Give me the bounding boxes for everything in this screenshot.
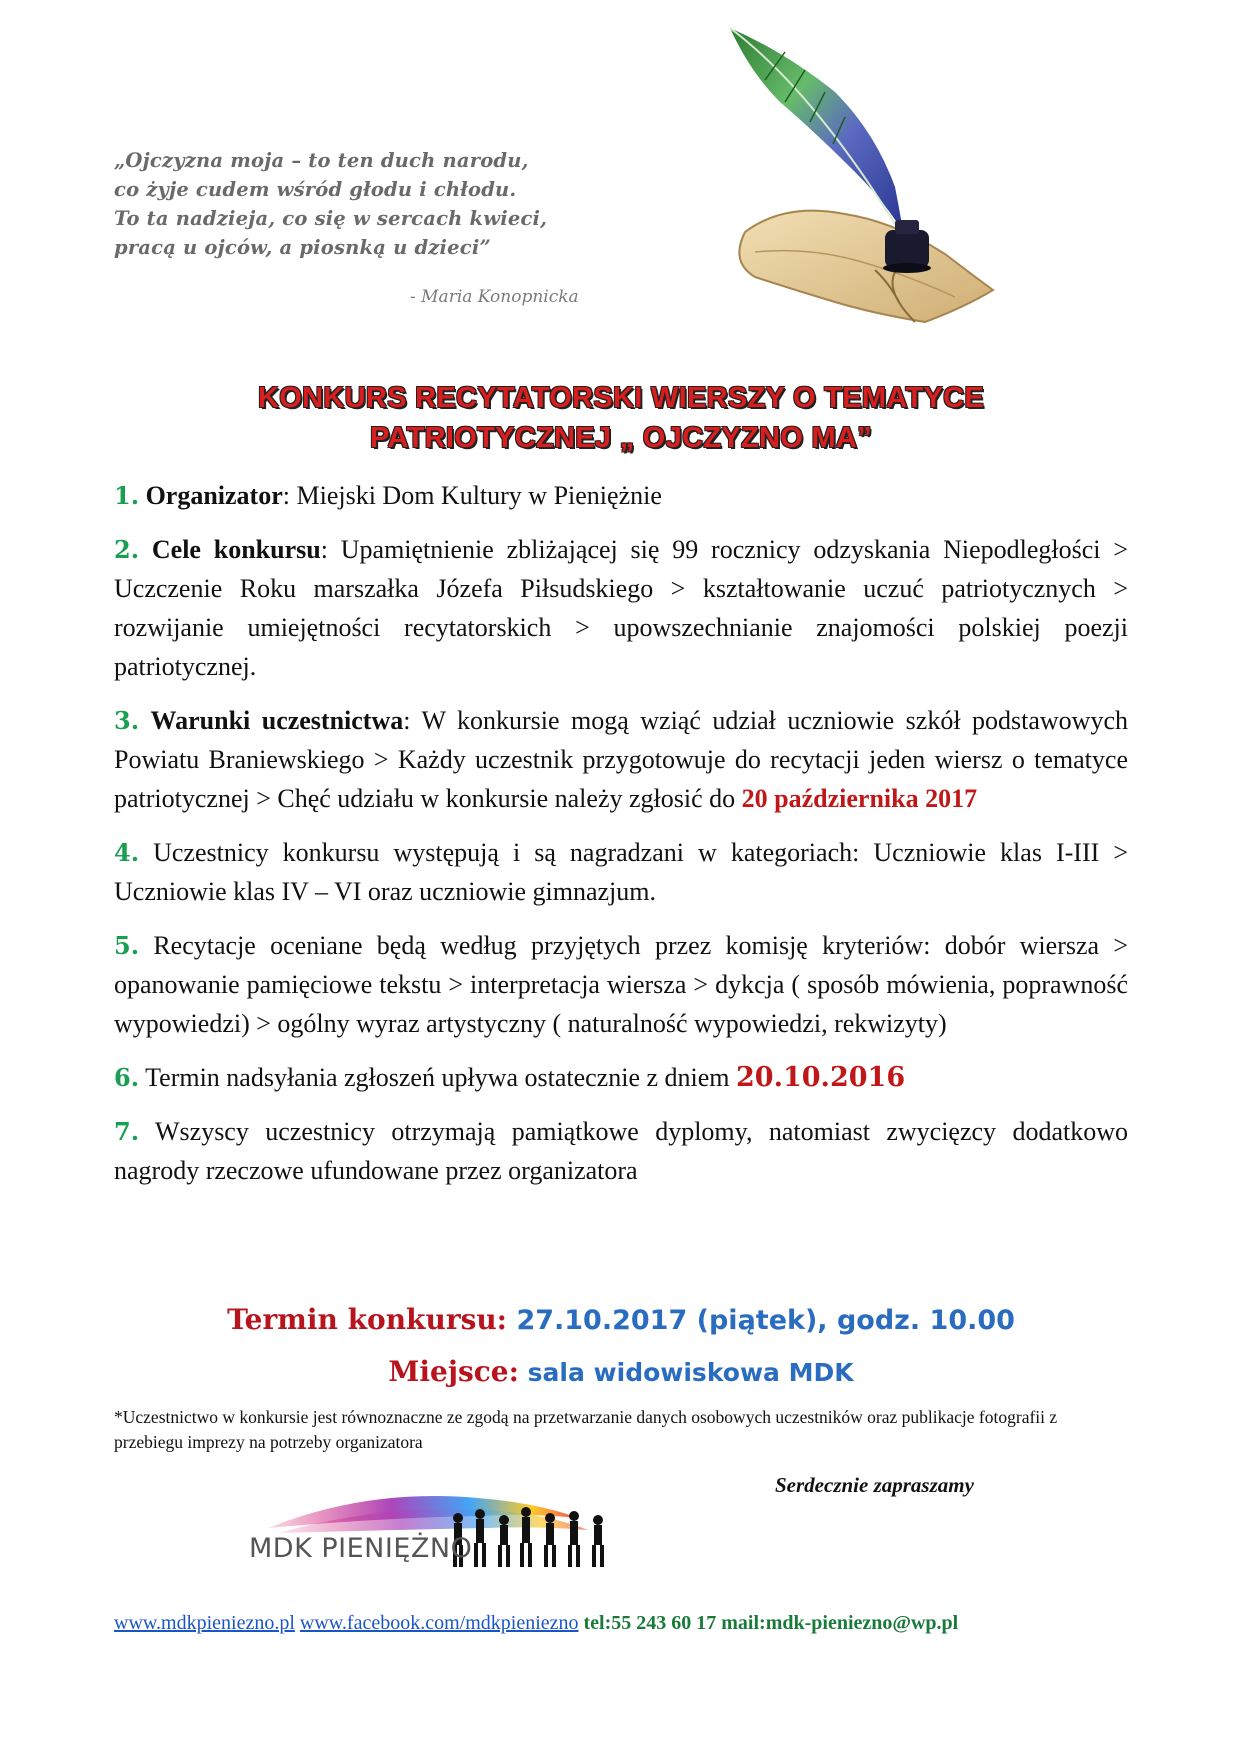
consent-note: *Uczestnictwo w konkursie jest równoznaczne ze zgodą na przetwarzanie danych osobowych uczestników oraz publikacje fotografii z przebiegu imprezy na potrzeby organizatora	[114, 1407, 1058, 1452]
invitation-text: Serdecznie zapraszamy	[775, 1473, 974, 1497]
title-line-1: KONKURS RECYTATORSKI WIERSZY O TEMATYCE	[258, 382, 984, 414]
registration-deadline: 20 października 2017	[741, 784, 978, 813]
rule-text: : Miejski Dom Kultury w Pieniężnie	[282, 481, 662, 510]
rule-3	[114, 701, 1128, 818]
poem-quote	[114, 146, 634, 262]
rule-text: Termin nadsyłania zgłoszeń upływa ostatecznie z dniem	[139, 1063, 737, 1092]
rule-text: Wszyscy uczestnicy otrzymają pamiątkowe dyplomy, natomiast zwycięzcy dodatkowo nagrody rzeczowe ufundowane przez organizatora	[114, 1117, 1128, 1185]
contest-place	[114, 1352, 1128, 1393]
mdk-logo-text: MDK PIENIĘŻNO	[249, 1533, 473, 1564]
term-value: 27.10.2017 (piątek), godz. 10.00	[516, 1305, 1015, 1336]
rule-5	[114, 926, 1128, 1043]
footer-contacts	[114, 1612, 1128, 1635]
rule-7	[114, 1112, 1128, 1190]
rule-text: : Upamiętnienie zbliżającej się 99 rocznicy odzyskania Niepodległości > Uczczenie Roku marszałka Józefa Piłsudskiego > kształtowanie uczuć patriotycznych > rozwijanie umiejętności recytatorskich > upowszechnianie znajomości polskiej poezji patriotycznej.	[114, 535, 1128, 681]
rule-text: : W konkursie mogą wziąć udział uczniowie szkół podstawowych Powiatu Braniewskiego > Każdy uczestnik przygotowuje do recytacji jeden wiersz o tematyce patriotycznej > Chęć udziału w konkursie należy zgłosić do	[114, 706, 1129, 813]
rule-6	[114, 1058, 1128, 1097]
quill-scroll-illustration	[725, 22, 1015, 342]
rule-number: 7.	[114, 1117, 140, 1146]
rule-1	[114, 476, 1128, 515]
rule-number: 4.	[114, 838, 140, 867]
quote-line-4: pracą u ojców, a piosnką u dzieci”	[114, 236, 491, 259]
rule-label: Cele konkursu	[151, 535, 321, 564]
rule-number: 6.	[114, 1063, 140, 1092]
rule-label: Organizator	[145, 481, 283, 510]
rule-2	[114, 530, 1128, 686]
contest-title	[114, 378, 1128, 458]
facebook-link[interactable]: www.facebook.com/mdkpieniezno	[299, 1612, 579, 1634]
rule-number: 1.	[114, 481, 140, 510]
term-label: Termin konkursu:	[227, 1303, 508, 1336]
place-label: Miejsce:	[388, 1355, 519, 1388]
rule-label: Warunki uczestnictwa	[150, 706, 404, 735]
rule-number: 5.	[114, 931, 140, 960]
rule-text: Uczestnicy konkursu występują i są nagradzani w kategoriach: Uczniowie klas I-III > Uczniowie klas IV – VI oraz uczniowie gimnazjum.	[114, 838, 1128, 906]
rule-number: 3.	[114, 706, 140, 735]
rule-4	[114, 833, 1128, 911]
submission-deadline-date: 20.10.2016	[736, 1062, 906, 1093]
contest-date	[114, 1300, 1128, 1341]
title-line-2: PATRIOTYCZNEJ „ OJCZYZNO MA”	[370, 422, 872, 454]
rule-text: Recytacje oceniane będą według przyjętych przez komisję kryteriów: dobór wiersza > opanowanie pamięciowe tekstu > interpretacja wiersza > dykcja ( sposób mówienia, poprawność wypowiedzi) > ogólny wyraz artystyczny ( naturalność wypowiedzi, rekwizyty)	[114, 931, 1128, 1038]
place-value: sala widowiskowa MDK	[527, 1358, 854, 1387]
quote-line-3: To ta nadzieja, co się w sercach kwieci,	[114, 207, 548, 230]
quote-line-1: „Ojczyzna moja – to ten duch narodu,	[114, 149, 529, 172]
quote-line-2: co żyje cudem wśród głodu i chłodu.	[114, 178, 517, 201]
quote-author: - Maria Konopnicka	[410, 287, 579, 307]
rules-body	[114, 476, 1128, 1205]
website-link[interactable]: www.mdkpieniezno.pl	[114, 1612, 295, 1634]
contact-info: tel:55 243 60 17 mail:mdk-pieniezno@wp.pl	[583, 1612, 959, 1634]
rule-number: 2.	[114, 535, 140, 564]
